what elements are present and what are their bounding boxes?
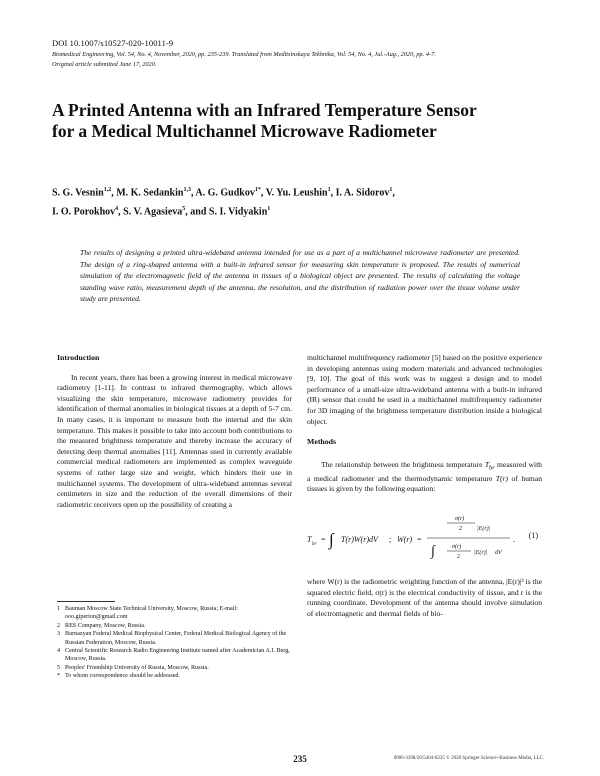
footnotes bbox=[57, 601, 292, 681]
methods-text: measured with a medical radiometer and the thermodynamic temperature bbox=[307, 459, 542, 483]
page-number: 235 bbox=[293, 754, 307, 764]
integral-icon: ∫ bbox=[329, 530, 334, 550]
eq-numerator-two: 2 bbox=[459, 526, 462, 533]
citation-info bbox=[52, 50, 562, 69]
footnote-text: Burnazyan Federal Medical Biophysical Center, Federal Medical Biological Agency of the Russian Federation, Moscow, Russia. bbox=[65, 631, 287, 646]
introduction-continuation: multichannel multifrequency radiometer [5] based on the positive experience in developing antennas using modern materials and advanced technologies [9, 10]. The goal of this work was to suggest a design and to model performance of a small-size ultra-wideband antenna with a built-in infrared (IR) sensor that could be used in a multichannel multifrequency radiometer for 3D imaging of the brightness temperature distribution inside a biological object. bbox=[307, 353, 542, 426]
eq-denominator-dv: dV bbox=[495, 550, 502, 557]
author-affiliation: 1,2 bbox=[103, 187, 112, 193]
eq-numerator-sigma: σ(r) bbox=[455, 516, 465, 523]
symbol-tr: T(r) bbox=[495, 473, 509, 483]
author-name: V. Yu. Leushin bbox=[265, 187, 328, 199]
abstract: The results of designing a printed ultra-wideband antenna intended for use as a part of a multichannel microwave radiometer are presented. The design of a ring-shaped antenna with a built-in infrared sensor for measuring skin temperature is proposed. The results of numerical simulation of the electromagnetic field of the antenna in tissues of a biological object are presented. The results of calculating the voltage standing wave ratio, measurement depth of the antenna, the resolution, and the distribution of radiation power over the tissue volume under study are presented. bbox=[80, 248, 520, 304]
paper-title bbox=[52, 100, 552, 142]
author-name: S. I. Vidyakin bbox=[208, 206, 268, 218]
footnote-item bbox=[57, 630, 292, 647]
introduction-heading: Introduction bbox=[57, 353, 100, 362]
footnote-item bbox=[57, 622, 292, 630]
eq-separator: ; bbox=[389, 535, 392, 545]
eq-numerator-field: |E(r)| bbox=[477, 526, 491, 533]
footnote-text: Central Scientific Research Radio Engineering Institute named after Academician A.I. Berg, Moscow, Russia. bbox=[65, 648, 290, 663]
footnote-text: To whom correspondence should be addressed. bbox=[65, 673, 180, 680]
symbol-tb-subscript: br bbox=[489, 464, 495, 472]
eq-integrand: T(r)W(r)dV bbox=[341, 535, 378, 545]
footnote-text: Peoples' Friendship University of Russia, Moscow, Russia. bbox=[65, 664, 209, 671]
equation-1 bbox=[307, 511, 542, 561]
author-affiliation: 1* bbox=[254, 187, 261, 193]
methods-paragraph-2: where W(r) is the radiometric weighting function of the antenna, |E(r)|² is the squared electric field, σ(r) is the electrical conductivity of tissue, and r is the running coordinate. Development of the antenna should involve simulation of electromagnetic and thermal fields of bio- bbox=[307, 577, 542, 618]
eq-weight: W(r) bbox=[397, 535, 413, 545]
methods-paragraph bbox=[307, 460, 542, 495]
equation-number: (1) bbox=[528, 531, 538, 541]
author-affiliation: 1 bbox=[327, 187, 331, 193]
eq-period: . bbox=[513, 535, 515, 545]
symbol-tb: T bbox=[484, 459, 490, 469]
author-name: S. V. Agasieva bbox=[123, 206, 183, 218]
author-affiliation: 5 bbox=[182, 206, 186, 213]
right-column bbox=[307, 353, 542, 619]
eq-equals: = bbox=[321, 535, 326, 545]
eq-lhs: T bbox=[307, 535, 312, 545]
footnote-mark: * bbox=[57, 673, 61, 680]
footnote-item bbox=[57, 647, 292, 664]
eq-denominator-sigma: σ(r) bbox=[452, 544, 462, 551]
citation-line-1: Biomedical Engineering, Vol. 54, No. 4, November, 2020, pp. 235-239. Translated from Meditsinskaya Tekhnika, Vol. 54, No. 4, Jul.-Aug., 2020, pp. 4-7. bbox=[52, 51, 436, 58]
doi: DOI 10.1007/s10527-020-10011-9 bbox=[52, 38, 174, 48]
footnote-text: RES Company, Moscow, Russia. bbox=[65, 622, 146, 629]
author-name: I. A. Sidorov bbox=[335, 187, 390, 199]
footer-copyright: 0006-3398/20/5404-0235 © 2020 Springer Science+Business Media, LLC bbox=[393, 756, 543, 761]
author-name: M. K. Sedankin bbox=[116, 187, 184, 199]
author-name: I. O. Porokhov bbox=[52, 206, 116, 218]
author-affiliation: 1,3 bbox=[183, 187, 191, 193]
author-affiliation: 4 bbox=[115, 206, 119, 213]
footnote-item bbox=[57, 672, 292, 680]
author-name: S. G. Vesnin bbox=[52, 187, 104, 199]
author-name: A. G. Gudkov bbox=[195, 187, 255, 199]
footnote-mark: 1 bbox=[57, 606, 61, 612]
footnote-item bbox=[57, 664, 292, 672]
author-affiliation: 1 bbox=[389, 187, 393, 193]
eq-equals-2: = bbox=[417, 535, 422, 545]
footnote-mark: 5 bbox=[57, 664, 61, 671]
footnote-item bbox=[57, 605, 292, 622]
title-line-2: for a Medical Multichannel Microwave Radiometer bbox=[52, 121, 437, 141]
title-line-1: A Printed Antenna with an Infrared Temperature Sensor bbox=[52, 100, 477, 120]
footnote-text: Bauman Moscow State Technical University, Moscow, Russia; E-mail: ooo.giperion@gmail.com bbox=[65, 606, 238, 621]
footnote-mark: 4 bbox=[57, 648, 61, 655]
citation-line-2: Original article submitted June 17, 2020. bbox=[52, 60, 157, 68]
methods-heading: Methods bbox=[307, 437, 337, 447]
footnote-mark: 2 bbox=[57, 622, 61, 629]
author-list: S. G. Vesnin$^{1,2}$, M. K. Sedankin$^{1,3}$, A. G. Gudkov$^{1*}$, V. Yu. Leushin$^1$, I. A. Sidorov$^1$, I. O. Porokhov$^4$, S. V. Agasieva$^5$, and S. I. Vidyakin$^1$ bbox=[52, 187, 395, 218]
methods-text: of human tissues is given by the following equation: bbox=[307, 473, 542, 494]
eq-denominator-two: 2 bbox=[457, 554, 460, 561]
methods-text: The relationship between the brightness temperature bbox=[321, 459, 485, 469]
integral-icon: ∫ bbox=[431, 544, 435, 560]
author-affiliation: 1 bbox=[267, 206, 271, 213]
introduction-paragraph: In recent years, there has been a growing interest in medical microwave radiometry [1-11]. In contrast to infrared thermography, which allows visualizing the skin temperature, microwave radiometry provides for identification of thermal anomalies in biological tissues at a depth of 5-7 cm. In many cases, it is important to measure both the internal and the skin temperature. This makes it possible to take into account both contributions to the measured brightness temperature and thereby increase the accuracy of detecting deep thermal anomalies [11]. Antennas used in currently available commercial medical radiometers are implemented as complex waveguide systems of rather large size and weight, which hinders their use in multichannel systems. The development of ultra-wideband antennas several centimeters in size and the reduction of the overall dimensions of their radiometric receivers open up the possibility of creating a bbox=[57, 372, 292, 509]
footnote-mark: 3 bbox=[57, 631, 61, 638]
footnote-rule bbox=[57, 601, 115, 602]
eq-denominator-field: |E(r)| bbox=[474, 550, 488, 557]
left-column bbox=[57, 353, 292, 510]
eq-lhs-subscript: br bbox=[312, 542, 317, 548]
